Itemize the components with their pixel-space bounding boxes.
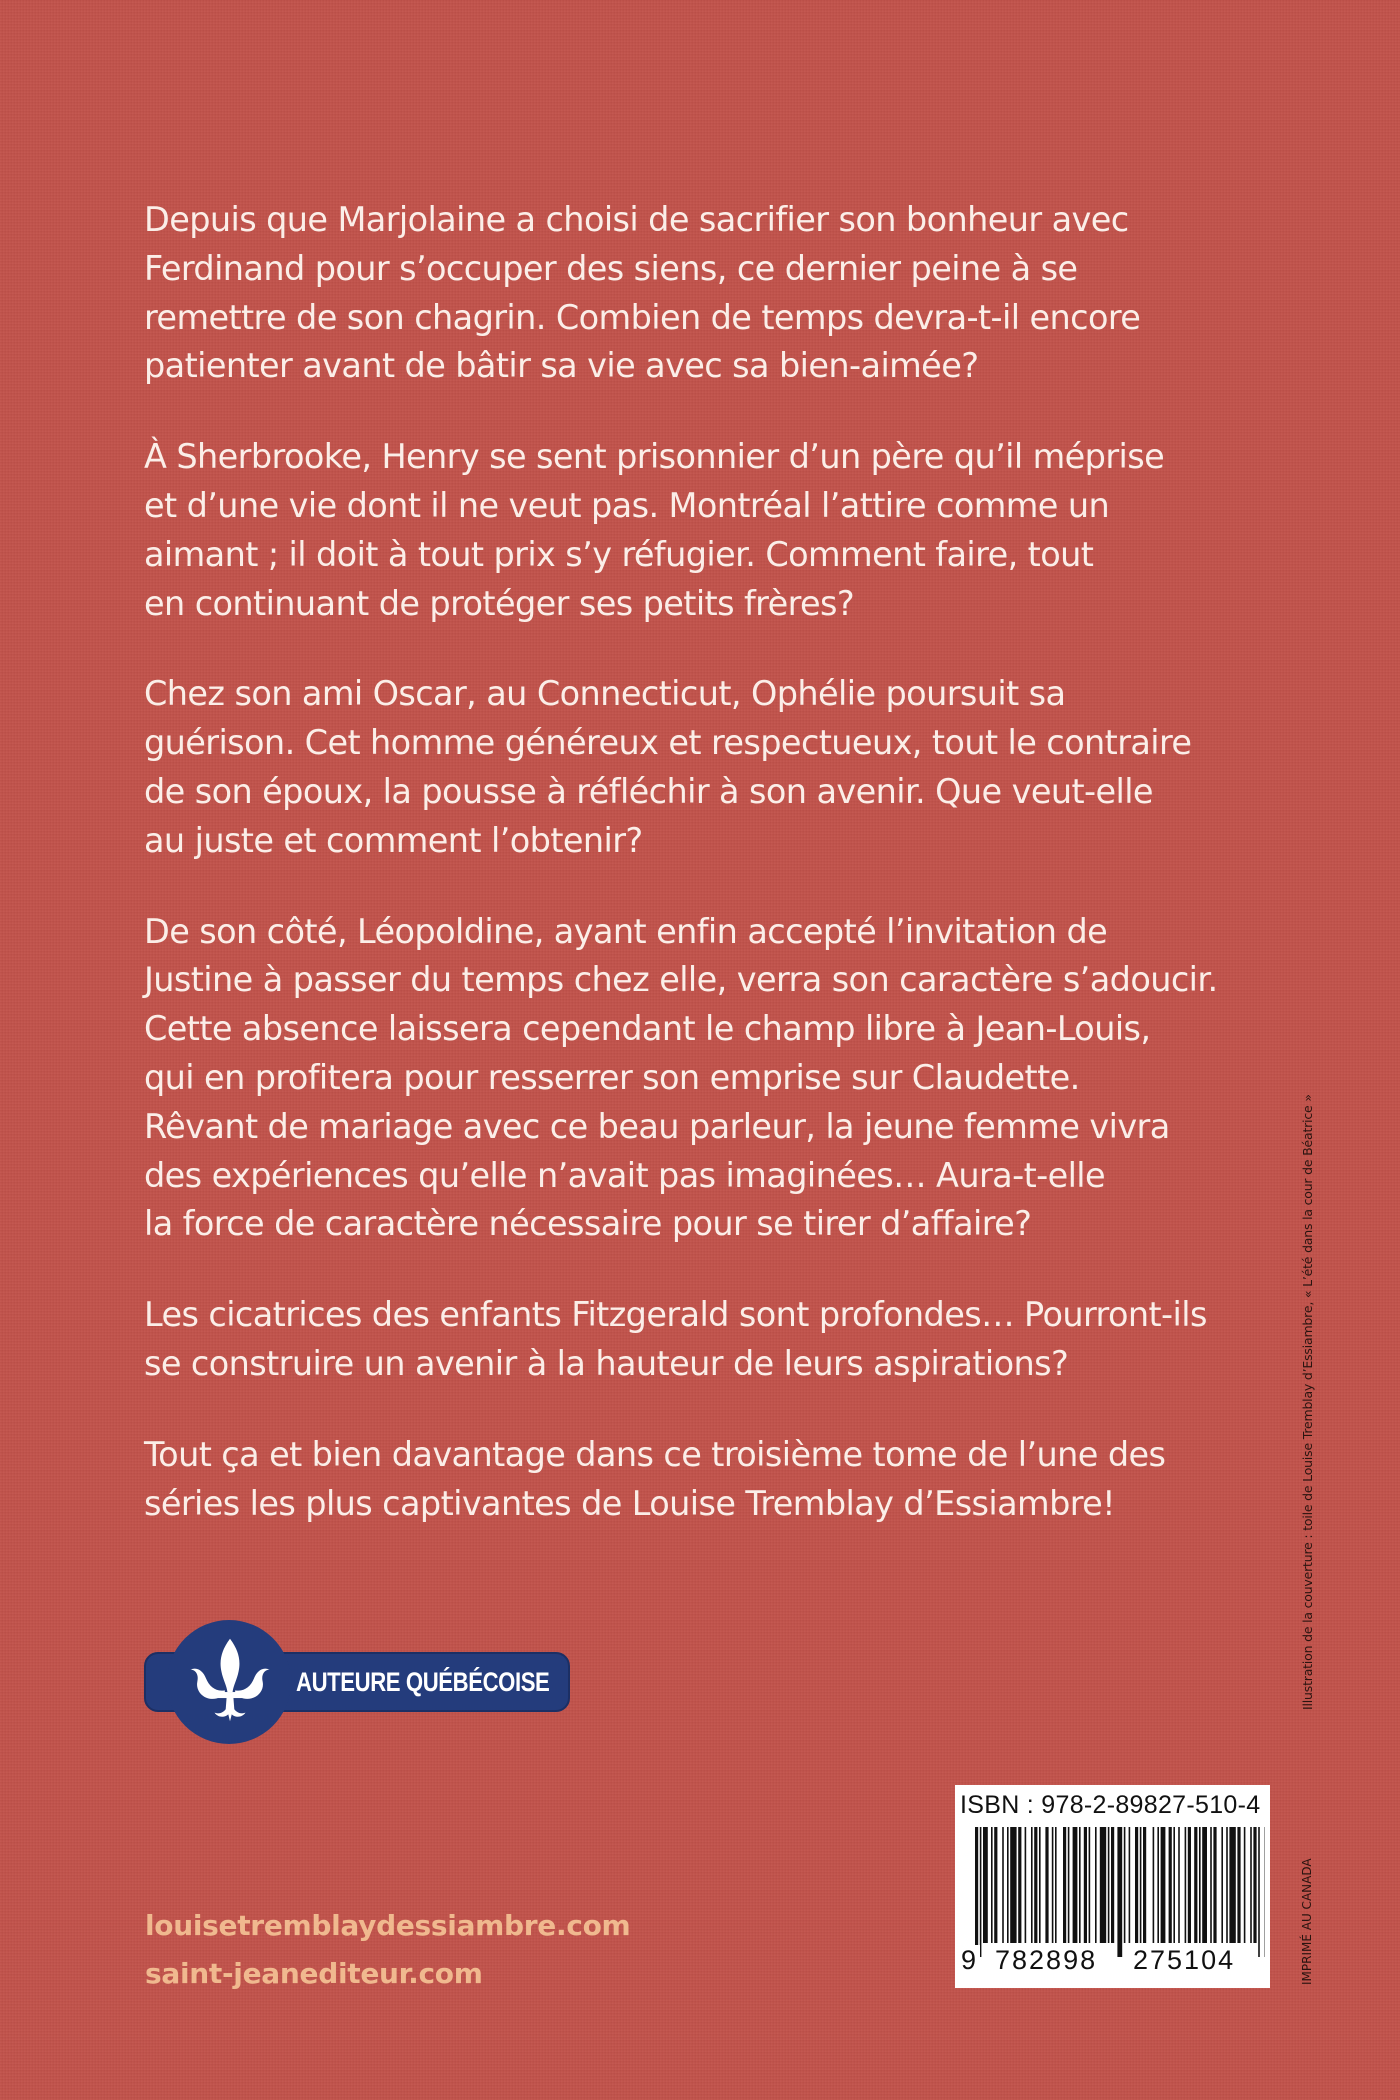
websites (145, 1902, 630, 1998)
barcode-bar (1258, 1827, 1260, 1957)
barcode-bar (1073, 1827, 1078, 1943)
barcode-bar (1185, 1827, 1187, 1943)
barcode-bar (1178, 1827, 1180, 1943)
barcode-bar (1169, 1827, 1172, 1943)
barcode-bar (1157, 1827, 1159, 1943)
barcode-bar (1010, 1827, 1016, 1943)
barcode-bar (1237, 1827, 1240, 1943)
author-website-link[interactable]: louisetremblaydessiambre.com (145, 1909, 631, 1942)
barcode-bar (1173, 1827, 1175, 1943)
blurb-text (144, 196, 1274, 1570)
barcode-bar (1135, 1827, 1138, 1943)
barcode-bar (1052, 1827, 1054, 1943)
barcode-bar (1095, 1827, 1097, 1943)
barcode-bar (1253, 1827, 1256, 1943)
barcode-bar (1002, 1827, 1004, 1943)
barcode-digit-lead: 9 (961, 1945, 979, 1975)
badge-label: AUTEURE QUÉBÉCOISE (296, 1667, 550, 1697)
barcode-digits-right: 275104 (1133, 1945, 1236, 1975)
barcode-bar (1108, 1827, 1110, 1943)
blurb-paragraph-3: Chez son ami Oscar, au Connecticut, Ophélie poursuit sa guérison. Cet homme généreux et respectueux, tout le contraire de son époux, la pousse à réfléchir à son avenir. Que veut-elle au juste et comment l’obtenir? (144, 674, 1192, 860)
barcode-bars (975, 1827, 1265, 1957)
isbn-label: ISBN : 978-2-89827-510-4 (960, 1791, 1261, 1819)
illustration-credit: Illustration de la couverture : toile de Louise Tremblay d’Essiambre, « L’été dans la cour de Béatrice » (1300, 1094, 1315, 1710)
barcode-bar (1018, 1827, 1021, 1943)
barcode-bar (1055, 1827, 1057, 1943)
barcode-bar (983, 1827, 988, 1943)
isbn-barcode (955, 1785, 1270, 1988)
barcode-bar (1100, 1827, 1106, 1943)
barcode-bar (1250, 1827, 1252, 1943)
blurb-paragraph-4: De son côté, Léopoldine, ayant enfin accepté l’invitation de Justine à passer du temps chez elle, verra son caractère s’adoucir. Cette absence laissera cependant le champ libre à Jean-Louis, qui en profitera pour resserrer son emprise sur Claudette. Rêvant de mariage avec ce beau parleur, la jeune femme vivra des expériences qu’elle n’avait pas imaginées… Aura-t-elle la force de caractère nécessaire pour se tirer d’affaire? (144, 911, 1218, 1244)
barcode-bar (1143, 1827, 1146, 1943)
barcode-bar (975, 1827, 978, 1957)
barcode-bar (1117, 1827, 1122, 1957)
barcode-bar (1079, 1827, 1081, 1943)
publisher-website-link[interactable]: saint-jeanediteur.com (145, 1957, 483, 1990)
barcode-bar (1045, 1827, 1048, 1943)
auteure-quebecoise-badge (144, 1643, 570, 1721)
barcode-bar (1124, 1827, 1126, 1943)
barcode-bar (1007, 1827, 1009, 1943)
barcode-bar (1194, 1827, 1197, 1943)
barcode-bar (991, 1827, 993, 1943)
blurb-paragraph-2: À Sherbrooke, Henry se sent prisonnier d’un père qu’il méprise et d’une vie dont il ne veut pas. Montréal l’attire comme un aimant ; il doit à tout prix s’y réfugier. Comment faire, tout en continuant de protéger ses petits frères? (144, 437, 1165, 623)
barcode-bar (1068, 1827, 1070, 1943)
fleur-de-lis-icon (187, 1635, 273, 1725)
barcode-bar (1210, 1827, 1212, 1943)
barcode-bar (1161, 1827, 1166, 1943)
blurb-paragraph-5: Les cicatrices des enfants Fitzgerald sont profondes… Pourront-ils se construire un avenir à la hauteur de leurs aspirations? (144, 1295, 1207, 1383)
blurb-paragraph-1: Depuis que Marjolaine a choisi de sacrifier son bonheur avec Ferdinand pour s’occuper des siens, ce dernier peine à se remettre de son chagrin. Combien de temps devra-t-il encore patienter avant de bâtir sa vie avec sa bien-aimée? (144, 200, 1141, 386)
barcode-bar (1202, 1827, 1207, 1943)
barcode-bar (1089, 1827, 1091, 1943)
barcode-bar (1034, 1827, 1037, 1943)
barcode-bar (1188, 1827, 1191, 1943)
barcode-bar (1129, 1827, 1131, 1943)
barcode-bar (980, 1827, 982, 1957)
barcode-bar (994, 1827, 997, 1943)
barcode-bar (1084, 1827, 1087, 1943)
barcode-bar (1244, 1827, 1246, 1943)
barcode-bar (1140, 1827, 1142, 1943)
barcode-bar (1221, 1827, 1223, 1943)
printed-in-canada: IMPRIMÉ AU CANADA (1300, 1858, 1314, 1985)
barcode-bar (1226, 1827, 1228, 1943)
barcode-bar (1031, 1827, 1033, 1943)
barcode-bar (1025, 1827, 1027, 1943)
barcode-bar (1111, 1827, 1114, 1943)
barcode-bar (1063, 1827, 1066, 1943)
barcode-digits-left: 782898 (995, 1945, 1098, 1975)
barcode-bar (1229, 1827, 1235, 1943)
barcode-bar (1039, 1827, 1041, 1943)
barcode-bar (1213, 1827, 1216, 1943)
barcode-bar (1199, 1827, 1201, 1943)
barcode-bar (1153, 1827, 1155, 1943)
blurb-paragraph-6: Tout ça et bien davantage dans ce troisième tome de l’une des séries les plus captivantes de Louise Tremblay d’Essiambre! (144, 1434, 1166, 1523)
